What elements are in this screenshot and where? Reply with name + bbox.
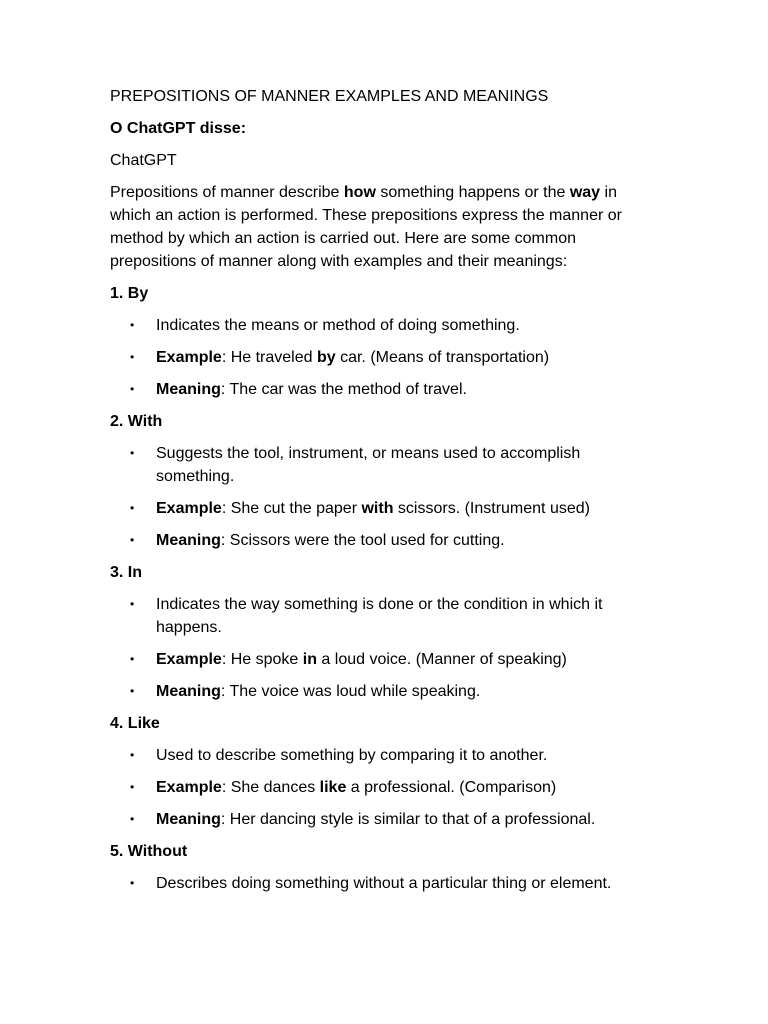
- example-text: : He spoke: [221, 651, 303, 668]
- example-text: car. (Means of transportation): [335, 349, 550, 366]
- section-heading: 5. Without: [110, 843, 188, 860]
- example-text: scissors. (Instrument used): [393, 500, 590, 517]
- meaning-text: : The car was the method of travel.: [220, 381, 467, 398]
- meaning-item: [110, 378, 655, 401]
- section-list: [110, 314, 655, 401]
- example-preposition: in: [302, 651, 317, 668]
- example-preposition: with: [361, 500, 394, 517]
- section-heading: 2. With: [110, 413, 163, 430]
- example-label: Example: [156, 779, 222, 796]
- example-label: Example: [156, 651, 222, 668]
- section-list: [110, 442, 655, 552]
- example-text: : She dances: [221, 779, 320, 796]
- meaning-item: [110, 529, 655, 552]
- example-text: a professional. (Comparison): [346, 779, 557, 796]
- document-title: PREPOSITIONS OF MANNER EXAMPLES AND MEANINGS: [110, 88, 549, 105]
- example-item: [110, 497, 655, 520]
- example-text: : She cut the paper: [221, 500, 362, 517]
- meaning-label: Meaning: [156, 811, 221, 828]
- intro-paragraph: [110, 181, 655, 273]
- section-list: [110, 744, 655, 831]
- meaning-label: Meaning: [156, 532, 221, 549]
- section-list: [110, 593, 655, 703]
- intro-emphasis: how: [343, 184, 376, 201]
- meaning-text: : The voice was loud while speaking.: [220, 683, 481, 700]
- intro-text: Prepositions of manner describe: [110, 184, 344, 201]
- section-list: [110, 872, 655, 895]
- document-body: [110, 85, 655, 904]
- example-preposition: like: [319, 779, 347, 796]
- meaning-text: : Scissors were the tool used for cutting.: [220, 532, 505, 549]
- section-heading: 1. By: [110, 285, 149, 302]
- definition-item: • Used to describe something by comparing it to another.: [110, 744, 655, 767]
- example-label: Example: [156, 349, 222, 366]
- speaker-line: [110, 117, 655, 140]
- meaning-label: Meaning: [156, 683, 221, 700]
- example-item: [110, 776, 655, 799]
- meaning-item: [110, 808, 655, 831]
- meaning-label: Meaning: [156, 381, 221, 398]
- example-label: Example: [156, 500, 222, 517]
- definition-item: • Indicates the way something is done or the condition in which it happens.: [110, 593, 655, 639]
- meaning-text: : Her dancing style is similar to that of a professional.: [220, 811, 596, 828]
- definition-item: • Suggests the tool, instrument, or means used to accomplish something.: [110, 442, 655, 488]
- intro-text: something happens or the: [375, 184, 570, 201]
- section-heading: 4. Like: [110, 715, 160, 732]
- meaning-item: [110, 680, 655, 703]
- example-item: [110, 346, 655, 369]
- definition-item: • Describes doing something without a particular thing or element.: [110, 872, 655, 895]
- example-text: : He traveled: [221, 349, 317, 366]
- example-text: a loud voice. (Manner of speaking): [316, 651, 567, 668]
- source-label: ChatGPT: [110, 152, 177, 169]
- section-heading: 3. In: [110, 564, 143, 581]
- speaker-label: O ChatGPT disse:: [110, 120, 247, 137]
- intro-text: in which an action is performed. These prepositions express the manner or method by which an action is carried out. Here are some common prepositions of manner along with examples and their meanings:: [110, 184, 622, 270]
- example-item: [110, 648, 655, 671]
- definition-item: • Indicates the means or method of doing something.: [110, 314, 655, 337]
- example-preposition: by: [316, 349, 336, 366]
- intro-emphasis: way: [569, 184, 601, 201]
